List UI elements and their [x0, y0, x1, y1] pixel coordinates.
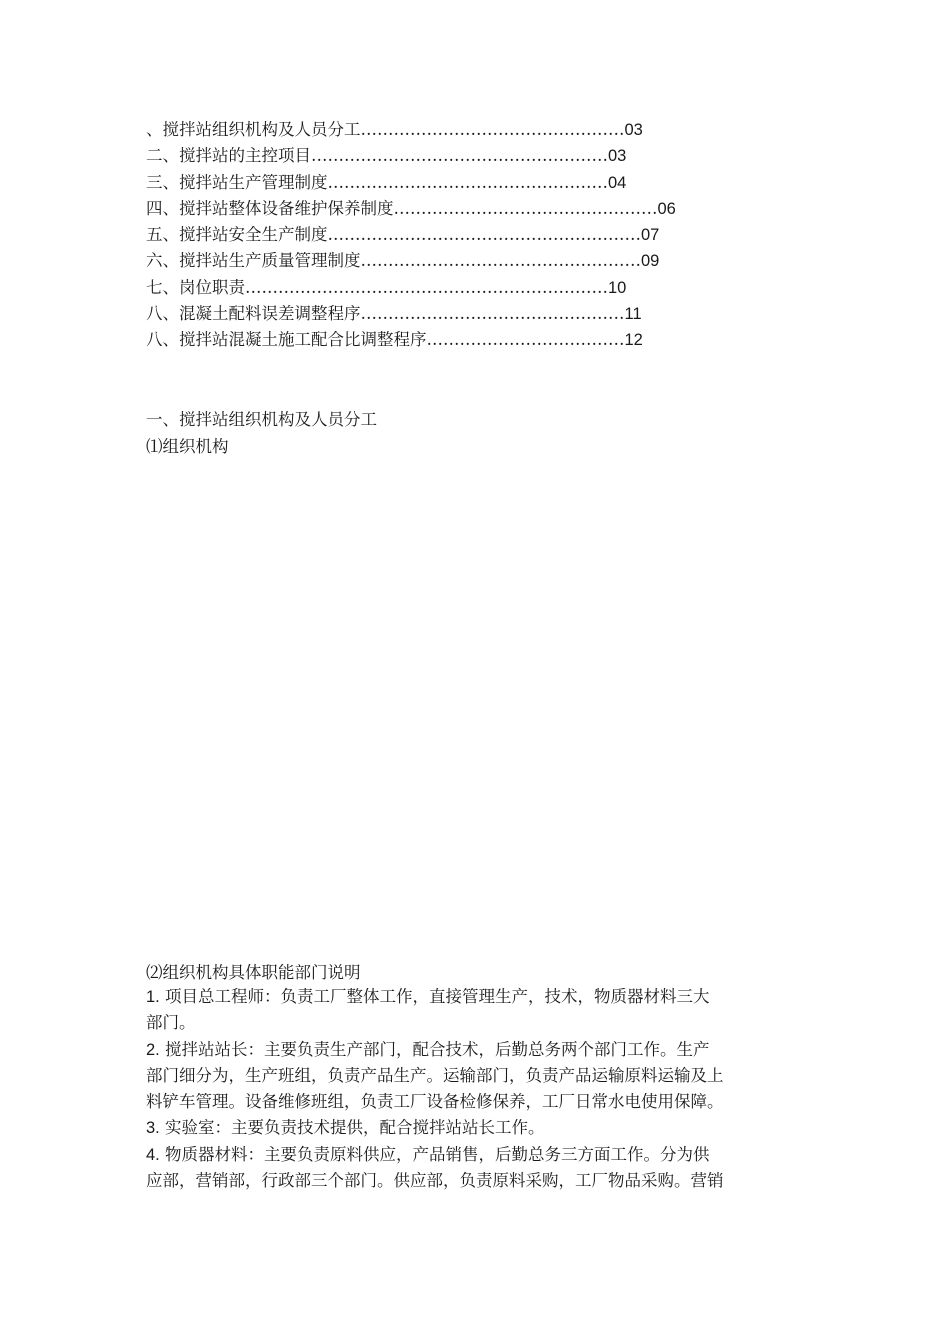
- toc-page-number: 12: [624, 331, 643, 350]
- toc-row-9[interactable]: [146, 327, 676, 353]
- toc-leader: …………………………………………………: [327, 225, 641, 245]
- subheading-department-description: ⑵组织机构具体职能部门说明: [146, 963, 361, 982]
- toc-page-number: 06: [657, 199, 676, 218]
- toc-leader: …………………………………………: [360, 120, 625, 139]
- paragraph-line: 应部，营销部，行政部三个部门。供应部，负责原料采购，工厂物品采购。营销: [146, 1171, 724, 1191]
- table-of-contents: [146, 117, 676, 354]
- paragraph-line: 2. 搅拌站站长：主要负责生产部门，配合技术，后勤总务两个部门工作。生产: [146, 1039, 710, 1059]
- toc-leader: …………………………………………: [360, 304, 625, 324]
- toc-row-7[interactable]: [146, 275, 676, 301]
- toc-title: 、搅拌站组织机构及人员分工: [146, 120, 361, 139]
- toc-page-number: 09: [641, 252, 660, 271]
- toc-title: 三、搅拌站生产管理制度: [146, 172, 328, 192]
- body-paragraphs: [146, 984, 811, 1194]
- toc-page-number: 07: [641, 226, 660, 245]
- paragraph-line: 部门细分为，生产班组，负责产品生产。运输部门，负责产品运输原料运输及上: [146, 1065, 724, 1085]
- toc-row-3[interactable]: [146, 170, 676, 196]
- toc-page-number: 11: [624, 305, 642, 324]
- toc-row-5[interactable]: [146, 222, 676, 248]
- toc-row-2[interactable]: [146, 143, 676, 169]
- paragraph-line: 4. 物质器材料：主要负责原料供应，产品销售，后勤总务三方面工作。分为供: [146, 1144, 710, 1164]
- toc-page-number: 03: [608, 147, 627, 166]
- paragraph-line: 部门。: [146, 1013, 196, 1033]
- toc-leader: ……………………………………………: [360, 251, 641, 271]
- toc-row-1[interactable]: [146, 117, 676, 143]
- toc-page-number: 03: [624, 121, 643, 139]
- toc-leader: ………………………………………………: [311, 146, 608, 166]
- toc-leader: ………………………………: [426, 330, 625, 350]
- toc-title: 六、搅拌站生产质量管理制度: [146, 251, 361, 271]
- toc-row-8[interactable]: [146, 301, 676, 327]
- toc-title: 二、搅拌站的主控项目: [146, 146, 311, 166]
- paragraph-line: 3. 实验室：主要负责技术提供，配合搅拌站站长工作。: [146, 1118, 545, 1138]
- toc-title: 五、搅拌站安全生产制度: [146, 225, 328, 245]
- toc-leader: ……………………………………………: [327, 172, 608, 192]
- subheading-org-structure: ⑴组织机构: [146, 437, 229, 456]
- paragraph-line: 1. 项目总工程师：负责工厂整体工作，直接管理生产，技术，物质器材料三大: [146, 987, 710, 1006]
- paragraph-line: 料铲车管理。设备维修班组，负责工厂设备检修保养，工厂日常水电使用保障。: [146, 1092, 724, 1112]
- section-heading: 一、搅拌站组织机构及人员分工: [146, 410, 377, 429]
- toc-title: 八、混凝土配料误差调整程序: [146, 304, 361, 324]
- toc-row-4[interactable]: [146, 196, 676, 222]
- toc-title: 四、搅拌站整体设备维护保养制度: [146, 198, 394, 218]
- toc-title: 八、搅拌站混凝土施工配合比调整程序: [146, 330, 427, 350]
- toc-leader: …………………………………………………………: [245, 277, 608, 297]
- toc-page-number: 04: [608, 173, 627, 192]
- toc-title: 七、岗位职责: [146, 277, 245, 297]
- toc-leader: …………………………………………: [393, 198, 658, 218]
- toc-row-6[interactable]: [146, 248, 676, 274]
- toc-page-number: 10: [608, 278, 627, 297]
